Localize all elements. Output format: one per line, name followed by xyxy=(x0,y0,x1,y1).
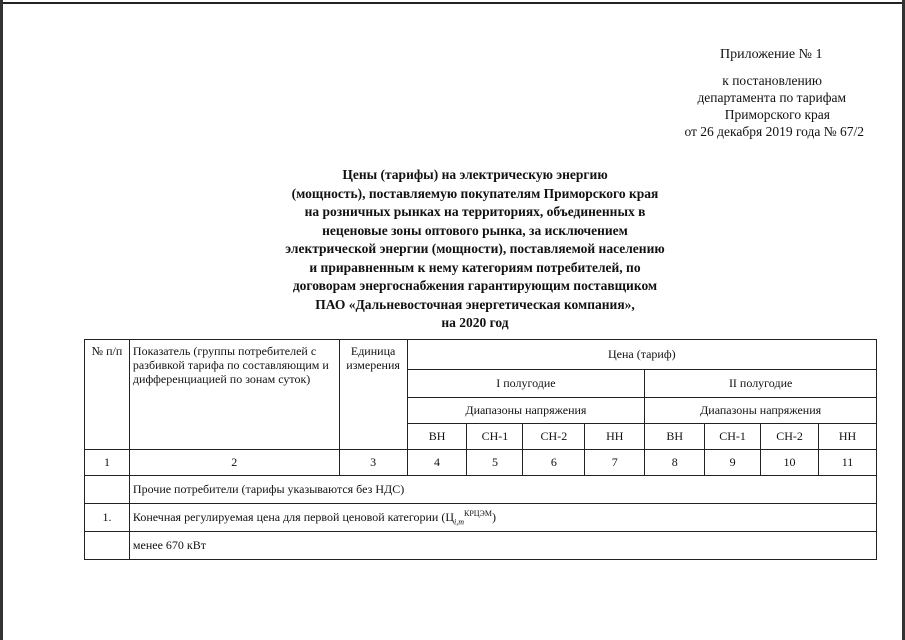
appendix-line: департамента по тарифам xyxy=(697,90,846,105)
section-other-consumers: Прочие потребители (тарифы указываются без НДС) xyxy=(129,476,876,504)
voltage-header: СН-2 xyxy=(523,424,585,450)
row-final-price xyxy=(129,504,876,532)
page-edge-left xyxy=(0,0,3,640)
header-voltage-ranges-2: Диапазоны напряжения xyxy=(645,398,877,424)
voltage-header: СН-1 xyxy=(705,424,761,450)
voltage-header: НН xyxy=(585,424,645,450)
column-number: 6 xyxy=(523,450,585,476)
row-number: 1. xyxy=(85,504,130,532)
page-edge-top xyxy=(0,2,905,4)
row-final-price-close: ) xyxy=(491,509,496,524)
appendix-line: от 26 декабря 2019 года № 67/2 xyxy=(684,124,864,139)
title-line: на розничных рынках на территориях, объединенных в xyxy=(304,204,646,219)
voltage-header: СН-1 xyxy=(467,424,523,450)
title-line: электрической энергии (мощности), поставляемой населению xyxy=(285,241,665,256)
header-voltage-ranges-1: Диапазоны напряжения xyxy=(407,398,645,424)
title-line: (мощность), поставляемую покупателям Приморского края xyxy=(291,185,659,201)
appendix-reference xyxy=(560,72,890,140)
title-line: и приравненным к нему категориям потребителей, по xyxy=(309,259,641,275)
title-line: на 2020 год xyxy=(441,315,509,330)
header-price: Цена (тариф) xyxy=(407,340,876,370)
column-number: 3 xyxy=(339,450,407,476)
appendix-title: Приложение № 1 xyxy=(720,47,823,62)
header-half2: II полугодие xyxy=(645,370,877,398)
header-indicator: Показатель (группы потребителей с разбивкой тарифа по составляющим и дифференциацией по зонам суток) xyxy=(129,340,339,450)
column-number: 4 xyxy=(407,450,467,476)
document-title xyxy=(220,166,730,333)
voltage-header: СН-2 xyxy=(761,424,819,450)
column-number: 1 xyxy=(85,450,130,476)
price-superscript: КРЦЭМ xyxy=(463,508,492,518)
tariff-table xyxy=(84,339,877,560)
column-number: 9 xyxy=(705,450,761,476)
column-number: 11 xyxy=(819,450,877,476)
header-half1: I полугодие xyxy=(407,370,645,398)
voltage-header: НН xyxy=(819,424,877,450)
price-subscript: i,m xyxy=(453,517,464,527)
row-less-670: менее 670 кВт xyxy=(129,532,876,560)
voltage-header: ВН xyxy=(407,424,467,450)
title-line: неценовые зоны оптового рынка, за исключением xyxy=(322,222,628,238)
voltage-header: ВН xyxy=(645,424,705,450)
appendix-line: к постановлению xyxy=(722,73,822,88)
appendix-line: Приморского края xyxy=(724,107,830,122)
column-number: 7 xyxy=(585,450,645,476)
column-number: 2 xyxy=(129,450,339,476)
title-line: Цены (тарифы) на электрическую энергию xyxy=(342,167,608,182)
row-final-price-text: Конечная регулируемая цена для первой ценовой категории (Ц xyxy=(132,509,454,524)
column-number: 5 xyxy=(467,450,523,476)
header-unit: Единица измерения xyxy=(339,340,407,450)
column-number: 8 xyxy=(645,450,705,476)
title-line: ПАО «Дальневосточная энергетическая компания», xyxy=(315,296,635,312)
column-number: 10 xyxy=(761,450,819,476)
section-no-cell xyxy=(85,476,130,504)
row-no-cell xyxy=(85,532,130,560)
header-no: № п/п xyxy=(85,340,130,450)
title-line: договорам энергоснабжения гарантирующим поставщиком xyxy=(292,278,658,293)
